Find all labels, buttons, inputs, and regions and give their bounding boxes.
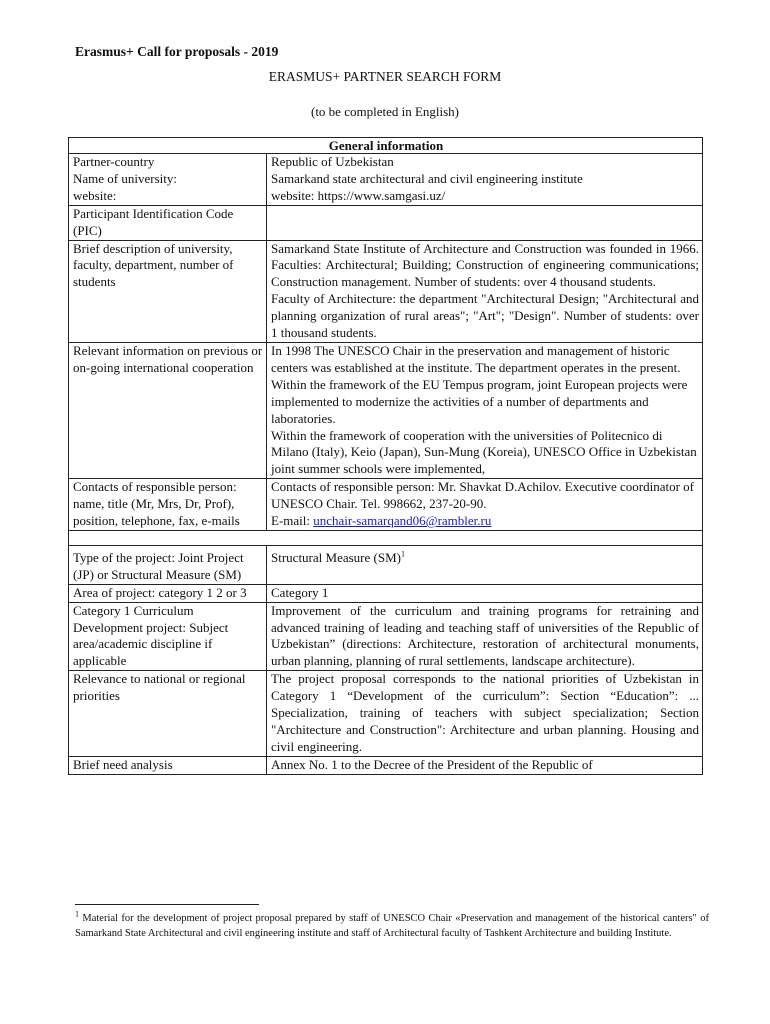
partner-search-table: [68, 137, 703, 775]
table-row: [69, 545, 703, 584]
pic-value: [267, 205, 703, 240]
pic-label: Participant Identification Code (PIC): [69, 205, 267, 240]
project-type-label: Type of the project: Joint Project (JP) or Structural Measure (SM): [69, 545, 267, 584]
need-analysis-value: Annex No. 1 to the Decree of the President of the Republic of: [267, 756, 703, 774]
table-row: [69, 154, 703, 206]
footnote-text: Material for the development of project proposal prepared by staff of UNESCO Chair «Preservation and management of the historical canters" of Samarkand State Architectural and civil engineering institute and staff of Architectural faculty of Tashkent Architecture and building Institute.: [75, 913, 709, 939]
table-row: [69, 205, 703, 240]
footnote-mark: 1: [75, 909, 79, 919]
table-row: [69, 756, 703, 774]
need-analysis-label: Brief need analysis: [69, 756, 267, 774]
relevance-label: Relevance to national or regional priorities: [69, 671, 267, 757]
general-information-heading: General information: [69, 138, 703, 154]
website-value: website: https://www.samgasi.uz/: [271, 187, 446, 203]
university-value: Samarkand state architectural and civil engineering institute: [271, 170, 583, 186]
website-label: website:: [73, 187, 117, 203]
email-label: E-mail:: [271, 513, 314, 529]
general-information-header-row: [69, 138, 703, 154]
partner-country-value: Republic of Uzbekistan Samarkand state architectural and civil engineering institute website: https://www.samgasi.uz/: [267, 154, 703, 206]
curriculum-label: Category 1 Curriculum Development project: Subject area/academic discipline if applicable: [69, 602, 267, 671]
partner-country-label: Partner-country Name of university: website:: [69, 154, 267, 206]
table-row: [69, 240, 703, 342]
project-area-value: Category 1: [267, 584, 703, 602]
footnote: [75, 911, 709, 941]
table-row: [69, 602, 703, 671]
footnote-ref[interactable]: 1: [400, 549, 405, 559]
project-type-value: Structural Measure (SM)$^1$: [267, 545, 703, 584]
contacts-value: Contacts of responsible person: Mr. Shavkat D.Achilov. Executive coordinator of UNESCO Chair. Tel. 998662, 237-20-90. E-mail: unchair-samarqand06@rambler.ru: [267, 479, 703, 531]
form-subtitle: (to be completed in English): [310, 104, 460, 119]
footnote-divider: [75, 904, 259, 905]
table-row: [69, 584, 703, 602]
description-value: Samarkand State Institute of Architecture and Construction was founded in 1966. Faculties: Architectural; Building; Construction of engineering communications; Construction management. Number of students: over 4 thousand students. Faculty of Architecture: the department "Architectural Design; "Architectural and planning organization of rural areas"; "Art"; "Design". Number of students: over 1 thousand students.: [267, 240, 703, 342]
form-title: ERASMUS+ PARTNER SEARCH FORM: [268, 69, 502, 84]
table-row: [69, 342, 703, 478]
spacer-row: [69, 530, 703, 545]
project-area-label: Area of project: category 1 2 or 3: [69, 584, 267, 602]
email-link[interactable]: unchair-samarqand06@rambler.ru: [313, 513, 492, 529]
contacts-label: Contacts of responsible person: name, title (Mr, Mrs, Dr, Prof), position, telephone, fax, e-mails: [69, 479, 267, 531]
table-row: [69, 671, 703, 757]
cooperation-label: Relevant information on previous or on-going international cooperation: [69, 342, 267, 478]
call-title: Erasmus+ Call for proposals - 2019: [75, 44, 279, 59]
table-row: [69, 479, 703, 531]
curriculum-value: Improvement of the curriculum and training programs for retraining and advanced training of leading and teaching staff of universities of the Republic of Uzbekistan” (directions: Architecture, restoration of architectural monuments, urban planning, planning of rural settlements, landscape architecture).: [267, 602, 703, 671]
university-label: Name of university:: [73, 170, 177, 186]
cooperation-value: In 1998 The UNESCO Chair in the preservation and management of historic centers was established at the institute. The department operates in the present. Within the framework of the EU Tempus program, joint European projects were implemented to modernize the activities of a number of departments and laboratories. Within the framework of cooperation with the universities of Politecnico di Milano (Italy), Keio (Japan), Sun-Mung (Koreia), UNESCO Office in Uzbekistan joint summer schools were implemented,: [267, 342, 703, 478]
description-label: Brief description of university, faculty, department, number of students: [69, 240, 267, 342]
relevance-value: The project proposal corresponds to the national priorities of Uzbekistan in Category 1 “Development of the curriculum”: Section “Education”: ... Specialization, training of teachers with subject specialization; Section "Architecture and Construction": Architecture and urban planning. Housing and civil engineering.: [267, 671, 703, 757]
